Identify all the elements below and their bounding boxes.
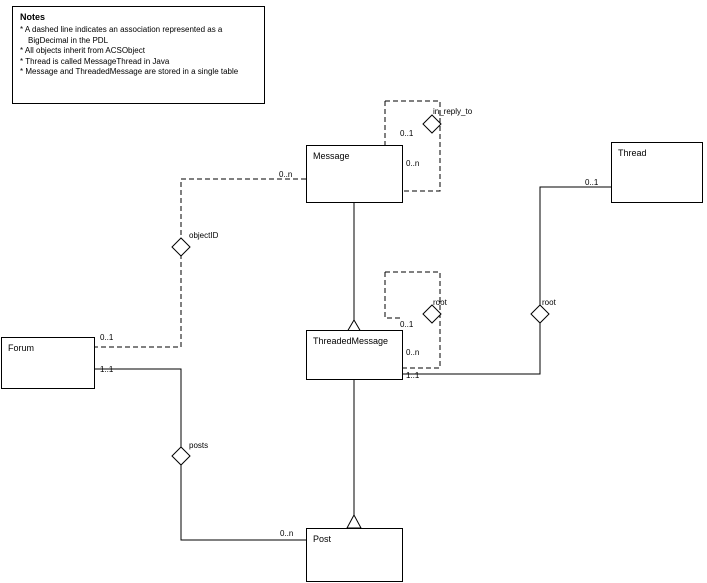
assoc-label-root-left: root [433,298,447,307]
aggregation-diamond-objectid [172,238,190,256]
aggregation-diamond-root-left [423,305,441,323]
class-name-post: Post [313,534,332,544]
class-name-forum: Forum [8,343,35,353]
class-box-threadedmessage[interactable] [306,330,403,380]
aggregation-diamond-in-reply-to [423,115,441,133]
multiplicity-forum-posts-1-1: 1..1 [100,365,114,374]
assoc-label-posts: posts [189,441,209,450]
class-box-message[interactable] [306,145,403,203]
class-box-thread[interactable] [611,142,703,203]
class-box-post[interactable] [306,528,403,582]
class-box-forum[interactable] [1,337,95,389]
aggregation-diamond-posts [172,447,190,465]
multiplicity-message-objectid-0-n: 0..n [279,170,293,179]
edge-objectid [95,179,306,347]
assoc-label-objectid: objectID [189,231,219,240]
multiplicity-thread-root-0-1: 0..1 [585,178,599,187]
class-name-thread: Thread [618,148,647,158]
note-item: * All objects inherit from ACSObject [20,46,257,57]
multiplicity-threadedmessage-root-0-n: 0..n [406,348,420,357]
note-item: * Thread is called MessageThread in Java [20,57,257,68]
class-name-threadedmessage: ThreadedMessage [313,336,389,346]
note-item: * A dashed line indicates an association represented as a BigDecimal in the PDL [20,25,257,46]
edge-message-inreplyto-bottom [385,101,403,146]
generalization-arrow-post [347,515,361,528]
note-item: * Message and ThreadedMessage are stored in a single table [20,67,257,78]
multiplicity-post-posts-0-n: 0..n [280,529,294,538]
edge-threadedmessage-root-bottom [385,272,403,318]
multiplicity-forum-objectid-0-1: 0..1 [100,333,114,342]
multiplicity-message-inreplyto-0-1: 0..1 [400,129,414,138]
edge-threadedmessage-thread-root [403,187,611,374]
class-name-message: Message [313,151,350,161]
edge-forum-post-posts [95,369,306,540]
assoc-label-in-reply-to: in_reply_to [433,107,473,116]
multiplicity-threadedmessage-thread-1-1: 1..1 [406,371,420,380]
assoc-label-root-right: root [542,298,556,307]
multiplicity-message-inreplyto-0-n: 0..n [406,159,420,168]
multiplicity-threadedmessage-root-0-1: 0..1 [400,320,414,329]
notes-title: Notes [20,12,46,22]
aggregation-diamond-root-right [531,305,549,323]
